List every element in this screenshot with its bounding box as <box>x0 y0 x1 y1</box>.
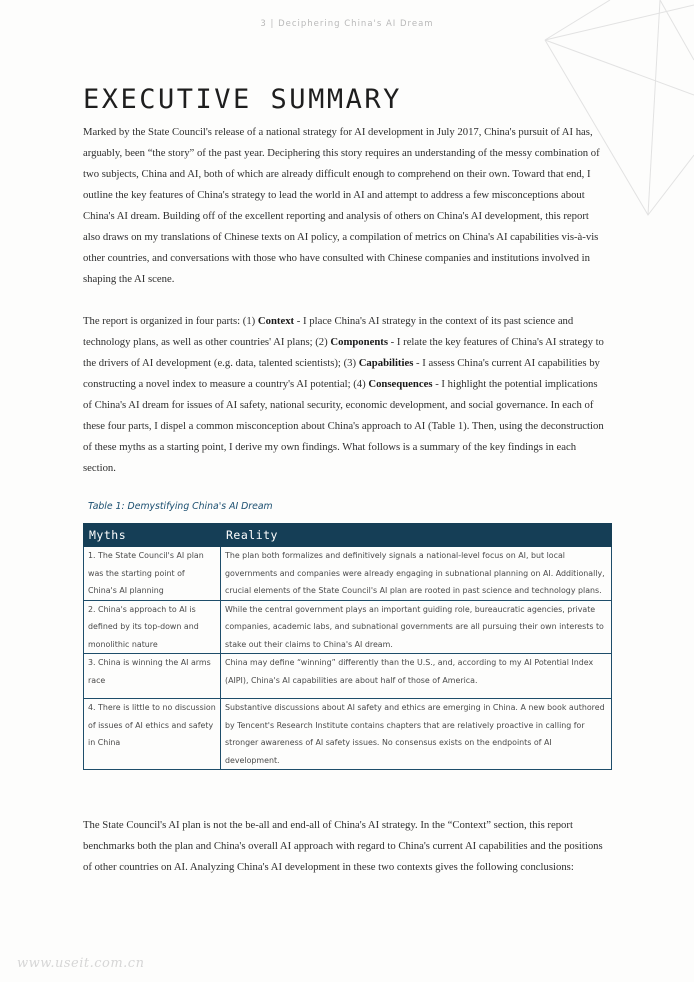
context-paragraph: The State Council's AI plan is not the be-all and end-all of China's AI strategy. In the “Context” section, this report benchmarks both the plan and China's overall AI approach with regard to China's current AI capabilities and the positions of other countries on AI. Analyzing China's AI development in these two contexts gives the following conclusions: <box>83 819 603 873</box>
table-row <box>84 699 612 770</box>
page-title: EXECUTIVE SUMMARY <box>83 84 402 115</box>
para-text: - I relate the key features of China's AI strategy to the drivers of AI development (e.g. data, talented scientists); (3) <box>83 336 604 369</box>
table-row <box>84 547 612 601</box>
para-text: The report is organized in four parts: (1) <box>83 315 258 327</box>
myths-reality-table <box>83 523 612 770</box>
myth-cell: 3. China is winning the AI arms race <box>84 654 221 699</box>
watermark: www.useit.com.cn <box>17 956 145 971</box>
reality-cell: Substantive discussions about AI safety and ethics are emerging in China. A new book authored by Tencent's Research Institute contains chapters that are relatively proactive in calling for stronger awareness of AI safety issues. No consensus exists on the endpoints of AI development. <box>221 699 612 770</box>
myth-cell: 2. China's approach to AI is defined by its top-down and monolithic nature <box>84 600 221 654</box>
myths-column-header: Myths <box>84 524 221 547</box>
table-header-row <box>84 524 612 547</box>
components-label: Components <box>330 336 388 348</box>
context-label: Context <box>257 315 295 327</box>
myth-cell: 1. The State Council's AI plan was the starting point of China's AI planning <box>84 547 221 601</box>
capabilities-label: Capabilities <box>358 357 414 369</box>
reality-cell: China may define “winning” differently than the U.S., and, according to my AI Potential Index (AIPI), China's AI capabilities are about half of those of America. <box>221 654 612 699</box>
table-row <box>84 600 612 654</box>
structure-paragraph <box>83 311 608 479</box>
reality-cell: The plan both formalizes and definitively signals a national-level focus on AI, but local governments and companies were already engaging in subnational planning on AI. Additionally, crucial elements of the State Council's AI plan are rooted in past science and technology plans. <box>221 547 612 601</box>
table-row <box>84 654 612 699</box>
para-text: - I assess China's current AI capabilities by constructing a novel index to measure a country's AI potential; (4) <box>83 357 600 390</box>
myth-cell: 4. There is little to no discussion of issues of AI ethics and safety in China <box>84 699 221 770</box>
para-text: - I place China's AI strategy in the context of its past science and technology plans, as well as other countries' AI plans; (2) <box>83 315 574 348</box>
consequences-label: Consequences <box>368 378 433 390</box>
running-header: 3 | Deciphering China's AI Dream <box>260 19 434 29</box>
reality-cell: While the central government plays an important guiding role, bureaucratic agencies, private companies, academic labs, and subnational governments are all pursuing their own interests to stake out their claims to China's AI dream. <box>221 600 612 654</box>
table-caption: Table 1: Demystifying China's AI Dream <box>88 501 273 512</box>
para-text: - I highlight the potential implications of China's AI dream for issues of AI safety, national security, economic development, and social governance. In each of these four parts, I dispel a common misconception about China's approach to AI (Table 1). Then, using the deconstruction of these myths as a starting point, I derive my own findings. What follows is a summary of the key findings in each section. <box>83 378 604 474</box>
intro-paragraph: Marked by the State Council's release of a national strategy for AI development in July 2017, China's pursuit of AI has, arguably, been “the story” of the past year. Deciphering this story requires an understanding of the messy combination of two subjects, China and AI, both of which are already difficult enough to comprehend on their own. Toward that end, I outline the key features of China's strategy to lead the world in AI and attempt to address a few misconceptions about China's AI dream. Building off of the excellent reporting and analysis of others on China's AI development, this report also draws on my translations of Chinese texts on AI policy, a compilation of metrics on China's AI capabilities vis-à-vis other countries, and conversations with those who have consulted with Chinese companies and institutions involved in shaping the AI scene. <box>83 126 600 285</box>
reality-column-header: Reality <box>221 524 612 547</box>
